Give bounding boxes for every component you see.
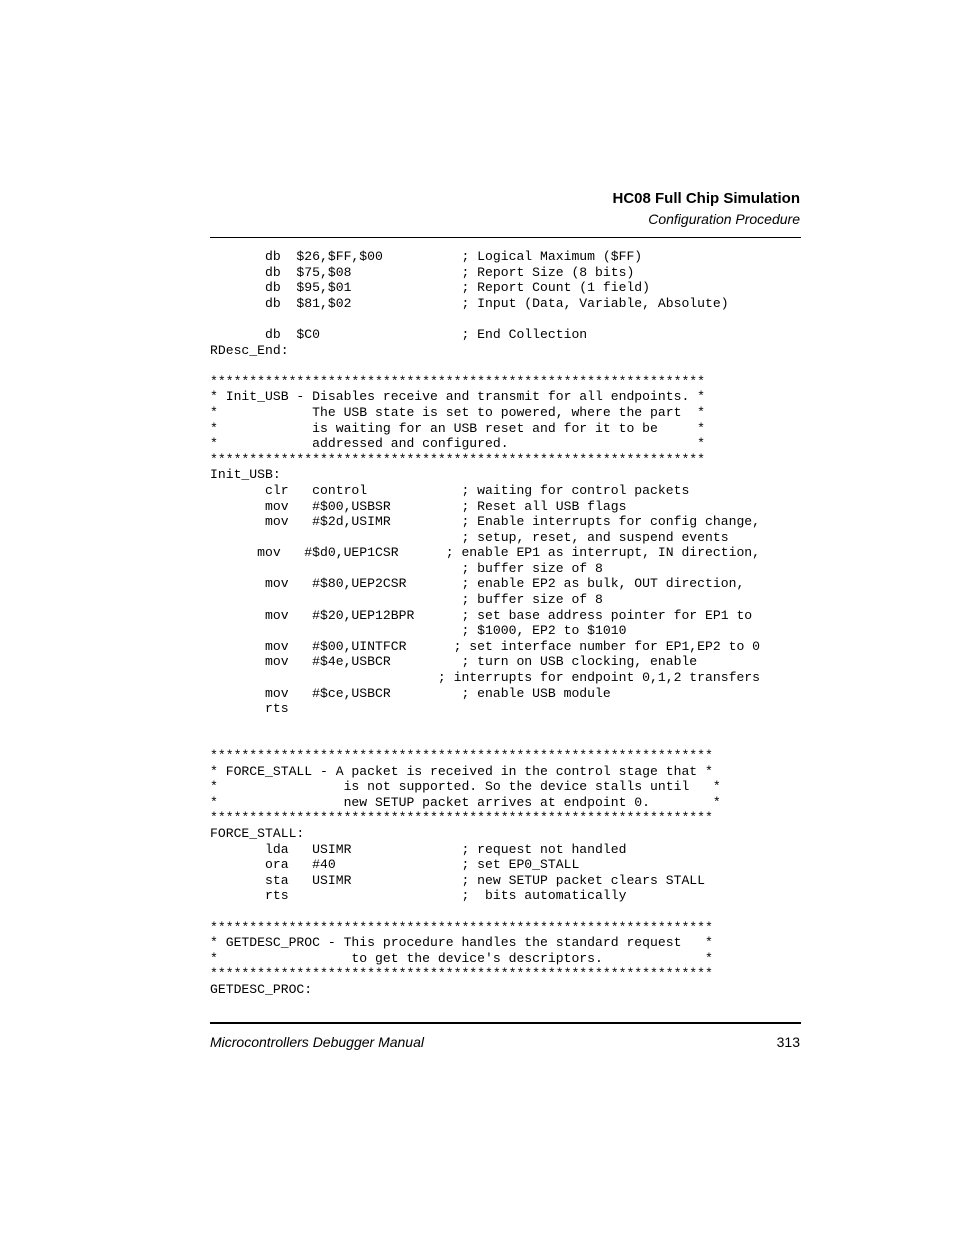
code-line: * new SETUP packet arrives at endpoint 0. *: [210, 794, 721, 810]
code-line: db $95,$01 ; Report Count (1 field): [210, 280, 651, 296]
running-header-subtitle: Configuration Procedure: [648, 211, 800, 227]
code-line: ; buffer size of 8: [210, 560, 603, 576]
code-line: mov #$00,UINTFCR ; set interface number for EP1,EP2 to 0: [210, 638, 761, 654]
code-line: [210, 311, 810, 327]
footer-manual-title: Microcontrollers Debugger Manual: [210, 1034, 424, 1050]
code-line: [210, 358, 810, 374]
code-line: ***************************************************************: [210, 373, 706, 389]
code-line: Init_USB:: [210, 467, 281, 483]
code-line: db $75,$08 ; Report Size (8 bits): [210, 264, 635, 280]
code-line: * FORCE_STALL - A packet is received in the control stage that *: [210, 763, 713, 779]
code-line: ; buffer size of 8: [210, 592, 603, 608]
code-line: * to get the device's descriptors. *: [210, 950, 713, 966]
header-divider: [210, 237, 801, 238]
code-line: ***************************************************************: [210, 451, 706, 467]
code-line: rts: [210, 701, 289, 717]
footer-divider: [210, 1022, 801, 1024]
code-line: mov #$d0,UEP1CSR ; enable EP1 as interrupt, IN direction,: [210, 545, 761, 561]
code-line: * Init_USB - Disables receive and transmit for all endpoints. *: [210, 389, 706, 405]
assembly-code-listing: [210, 249, 810, 998]
code-line: * is not supported. So the device stalls until *: [210, 779, 721, 795]
footer-page-number: 313: [776, 1034, 800, 1050]
code-line: ****************************************************************: [210, 919, 713, 935]
code-line: mov #$2d,USIMR ; Enable interrupts for config change,: [210, 514, 761, 530]
code-line: FORCE_STALL:: [210, 825, 305, 841]
code-line: mov #$4e,USBCR ; turn on USB clocking, enable: [210, 654, 698, 670]
code-line: mov #$80,UEP2CSR ; enable EP2 as bulk, OUT direction,: [210, 576, 745, 592]
code-line: * is waiting for an USB reset and for it to be *: [210, 420, 706, 436]
running-header-title: HC08 Full Chip Simulation: [612, 190, 800, 207]
code-line: rts ; bits automatically: [210, 888, 627, 904]
code-line: [210, 717, 810, 733]
code-line: mov #$00,USBSR ; Reset all USB flags: [210, 498, 627, 514]
code-line: RDesc_End:: [210, 342, 289, 358]
code-line: mov #$ce,USBCR ; enable USB module: [210, 685, 611, 701]
code-line: ****************************************************************: [210, 966, 713, 982]
code-line: db $81,$02 ; Input (Data, Variable, Absolute): [210, 295, 729, 311]
code-line: * The USB state is set to powered, where the part *: [210, 404, 706, 420]
code-line: db $C0 ; End Collection: [210, 326, 588, 342]
code-line: ; interrupts for endpoint 0,1,2 transfers: [210, 670, 761, 686]
code-line: mov #$20,UEP12BPR ; set base address pointer for EP1 to: [210, 607, 753, 623]
code-line: lda USIMR ; request not handled: [210, 841, 627, 857]
code-line: [210, 904, 810, 920]
code-line: ; setup, reset, and suspend events: [210, 529, 729, 545]
code-line: GETDESC_PROC:: [210, 981, 313, 997]
code-line: * addressed and configured. *: [210, 436, 706, 452]
code-line: ****************************************************************: [210, 748, 713, 763]
code-line: sta USIMR ; new SETUP packet clears STALL: [210, 872, 706, 888]
code-line: db $26,$FF,$00 ; Logical Maximum ($FF): [210, 249, 643, 264]
code-line: clr control ; waiting for control packets: [210, 482, 690, 498]
code-line: ****************************************************************: [210, 810, 713, 826]
code-line: * GETDESC_PROC - This procedure handles the standard request *: [210, 935, 713, 951]
code-line: ; $1000, EP2 to $1010: [210, 623, 627, 639]
code-line: ora #40 ; set EP0_STALL: [210, 857, 580, 873]
code-line: [210, 732, 810, 748]
